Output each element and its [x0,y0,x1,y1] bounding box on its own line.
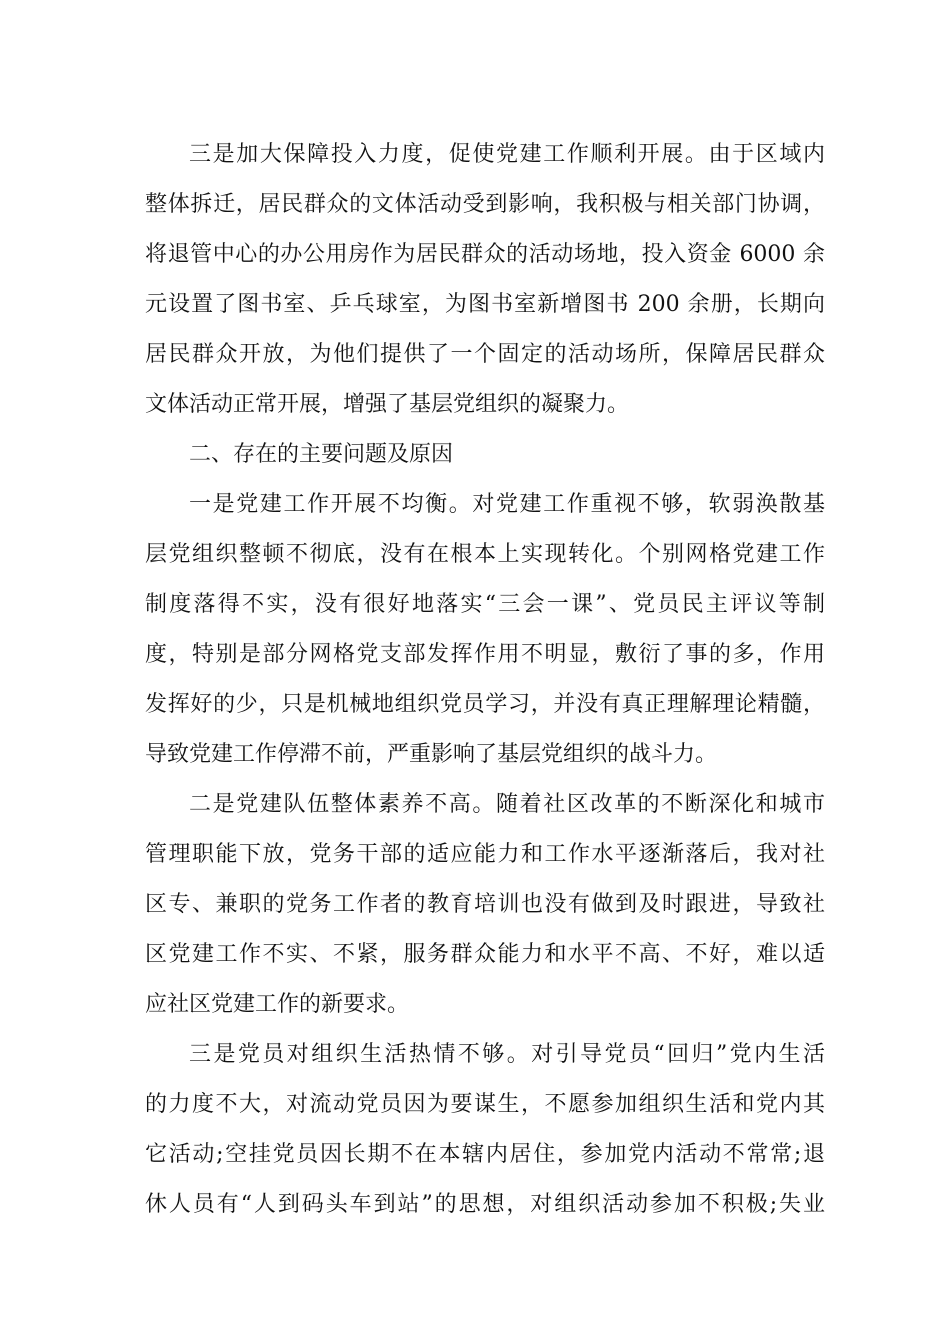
paragraph-line: 管理职能下放，党务干部的适应能力和工作水平逐渐落后，我对社 [145,842,825,867]
paragraph-line: 元设置了图书室、乒乓球室，为图书室新增图书 200 余册，长期向 [145,292,825,317]
paragraph-line: 将退管中心的办公用房作为居民群众的活动场地，投入资金 6000 余 [145,242,825,267]
paragraph-line: 二是党建队伍整体素养不高。随着社区改革的不断深化和城市 [189,792,825,817]
paragraph-line: 应社区党建工作的新要求。 [145,992,410,1017]
paragraph-line: 发挥好的少，只是机械地组织党员学习，并没有真正理解理论精髓， [145,692,825,717]
paragraph-line: 的力度不大，对流动党员因为要谋生，不愿参加组织生活和党内其 [145,1092,825,1117]
paragraph-line: 区专、兼职的党务工作者的教育培训也没有做到及时跟进，导致社 [145,892,825,917]
paragraph-line: 三是加大保障投入力度，促使党建工作顺利开展。由于区域内 [189,142,825,167]
paragraph-line: 居民群众开放，为他们提供了一个固定的活动场所，保障居民群众 [145,342,825,367]
paragraph-line: 休人员有“人到码头车到站”的思想，对组织活动参加不积极;失业 [145,1192,825,1217]
paragraph-line: 度，特别是部分网格党支部发挥作用不明显，敷衍了事的多，作用 [145,642,825,667]
paragraph-line: 层党组织整顿不彻底，没有在根本上实现转化。个别网格党建工作 [145,542,825,567]
section-heading: 二、存在的主要问题及原因 [189,442,454,467]
paragraph-line: 三是党员对组织生活热情不够。对引导党员“回归”党内生活 [189,1042,825,1067]
paragraph-line: 区党建工作不实、不紧，服务群众能力和水平不高、不好，难以适 [145,942,825,967]
paragraph-line: 整体拆迁，居民群众的文体活动受到影响，我积极与相关部门协调， [145,192,825,217]
paragraph-line: 文体活动正常开展，增强了基层党组织的凝聚力。 [145,392,630,417]
paragraph-line: 导致党建工作停滞不前，严重影响了基层党组织的战斗力。 [145,742,718,767]
paragraph-line: 它活动;空挂党员因长期不在本辖内居住，参加党内活动不常常;退 [145,1142,825,1167]
paragraph-line: 制度落得不实，没有很好地落实“三会一课”、党员民主评议等制 [145,592,825,617]
paragraph-line: 一是党建工作开展不均衡。对党建工作重视不够，软弱涣散基 [189,492,825,517]
document-body [145,130,825,1230]
